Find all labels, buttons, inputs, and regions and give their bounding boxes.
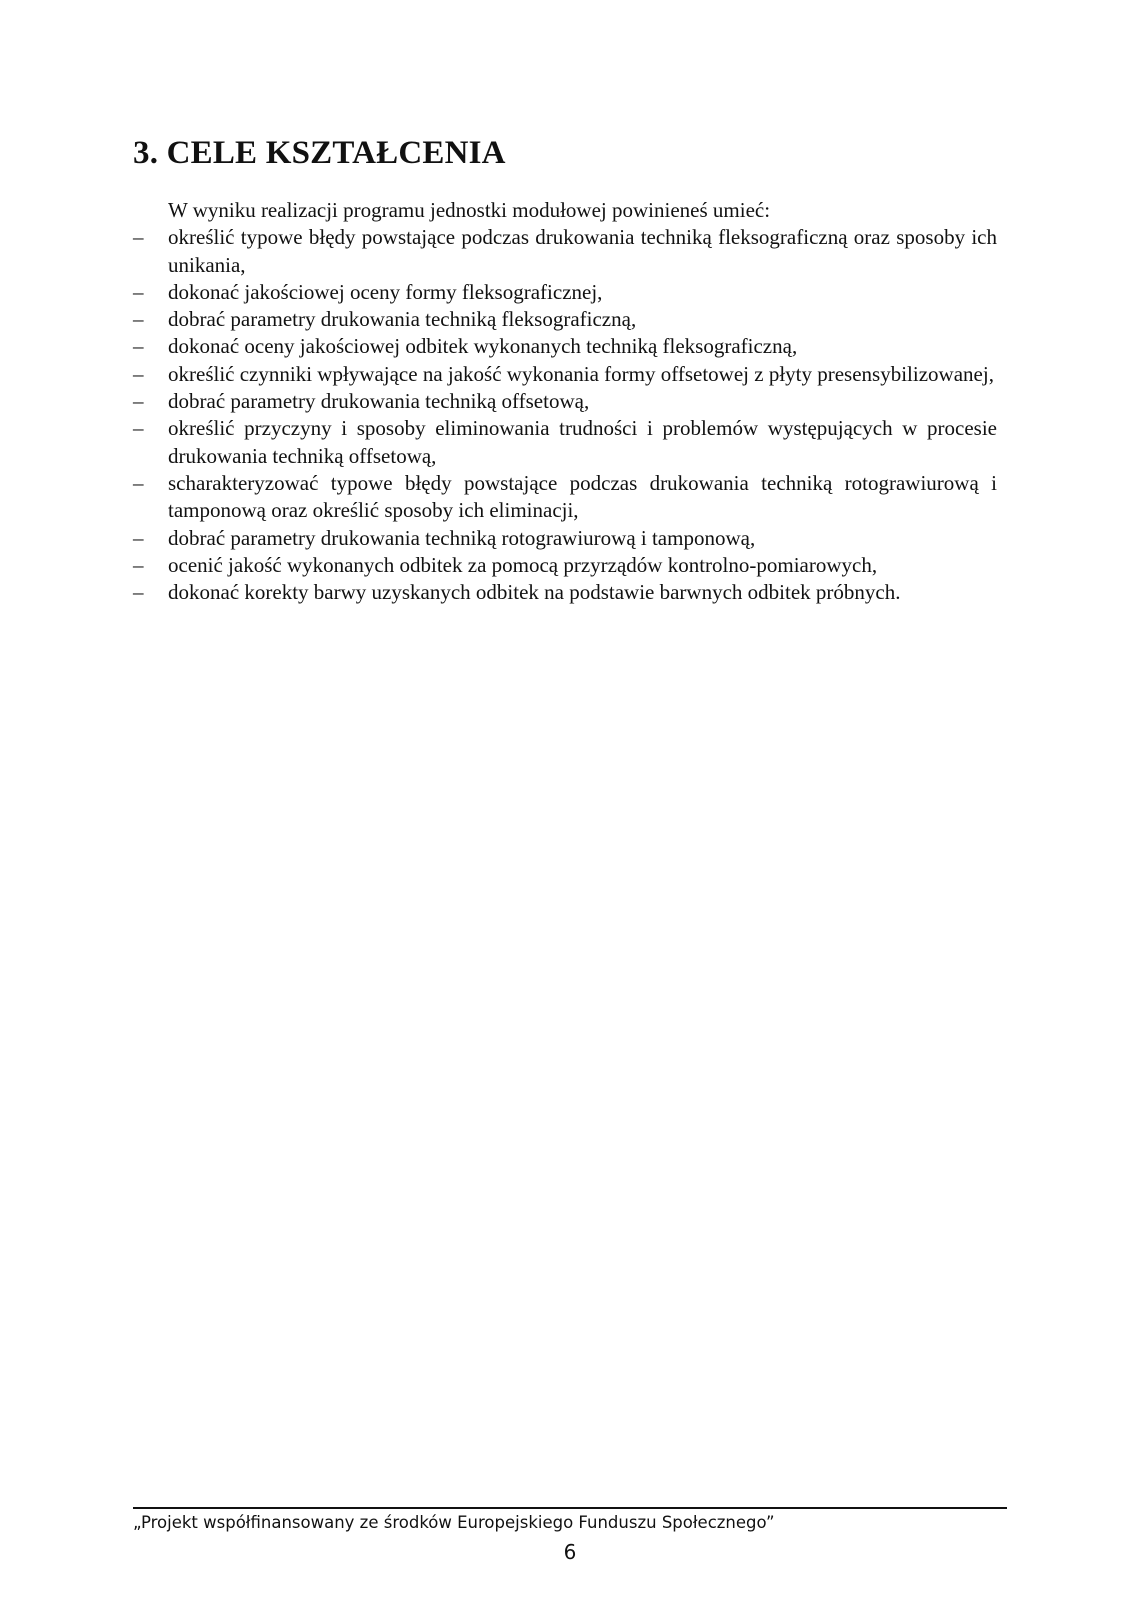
list-item — [133, 333, 997, 360]
list-item — [133, 306, 997, 333]
list-item-text: dobrać parametry drukowania techniką rotograwiurową i tamponową, — [168, 525, 756, 550]
list-item-text: scharakteryzować typowe błędy powstające podczas drukowania techniką rotograwiurową i tamponową oraz określić sposoby ich eliminacji, — [168, 470, 997, 523]
dash-bullet: – — [133, 307, 144, 332]
list-item — [133, 224, 997, 279]
footer-divider — [133, 1507, 1007, 1509]
dash-bullet: – — [133, 361, 144, 386]
list-item — [133, 552, 997, 579]
list-item — [133, 470, 997, 525]
footer-funding-note: „Projekt współfinansowany ze środków Europejskiego Funduszu Społecznego” — [133, 1513, 775, 1532]
list-item-text: dobrać parametry drukowania techniką fleksograficzną, — [168, 307, 637, 332]
list-item-text: ocenić jakość wykonanych odbitek za pomocą przyrządów kontrolno-pomiarowych, — [168, 552, 878, 577]
list-item — [133, 388, 997, 415]
list-item-text: określić typowe błędy powstające podczas drukowania techniką fleksograficzną oraz sposoby ich unikania, — [168, 225, 997, 277]
list-item — [133, 415, 997, 470]
list-item-text: dokonać korekty barwy uzyskanych odbitek na podstawie barwnych odbitek próbnych. — [168, 580, 901, 605]
dash-bullet: – — [133, 580, 144, 605]
list-item — [133, 361, 997, 388]
list-item-text: określić czynniki wpływające na jakość wykonania formy offsetowej z płyty presensybilizowanej, — [168, 361, 994, 386]
dash-bullet: – — [133, 279, 144, 304]
list-item-text: dokonać jakościowej oceny formy fleksograficznej, — [168, 279, 603, 304]
objectives-list — [133, 224, 997, 606]
section-content — [133, 197, 997, 606]
list-item-text: dokonać oceny jakościowej odbitek wykonanych techniką fleksograficzną, — [168, 334, 798, 359]
dash-bullet: – — [133, 389, 144, 414]
dash-bullet: – — [133, 470, 144, 495]
dash-bullet: – — [133, 225, 144, 250]
list-item — [133, 279, 997, 306]
dash-bullet: – — [133, 525, 144, 550]
list-item — [133, 525, 997, 552]
dash-bullet: – — [133, 416, 144, 441]
dash-bullet: – — [133, 552, 144, 577]
list-item-text: dobrać parametry drukowania techniką offsetową, — [168, 389, 590, 414]
list-item-text: określić przyczyny i sposoby eliminowania trudności i problemów występujących w procesie drukowania techniką offsetową, — [168, 416, 997, 468]
page-number: 6 — [563, 1540, 577, 1564]
dash-bullet: – — [133, 334, 144, 359]
list-item — [133, 579, 997, 606]
section-heading: 3. CELE KSZTAŁCENIA — [133, 135, 506, 171]
intro-text: W wyniku realizacji programu jednostki modułowej powinieneś umieć: — [168, 198, 771, 222]
